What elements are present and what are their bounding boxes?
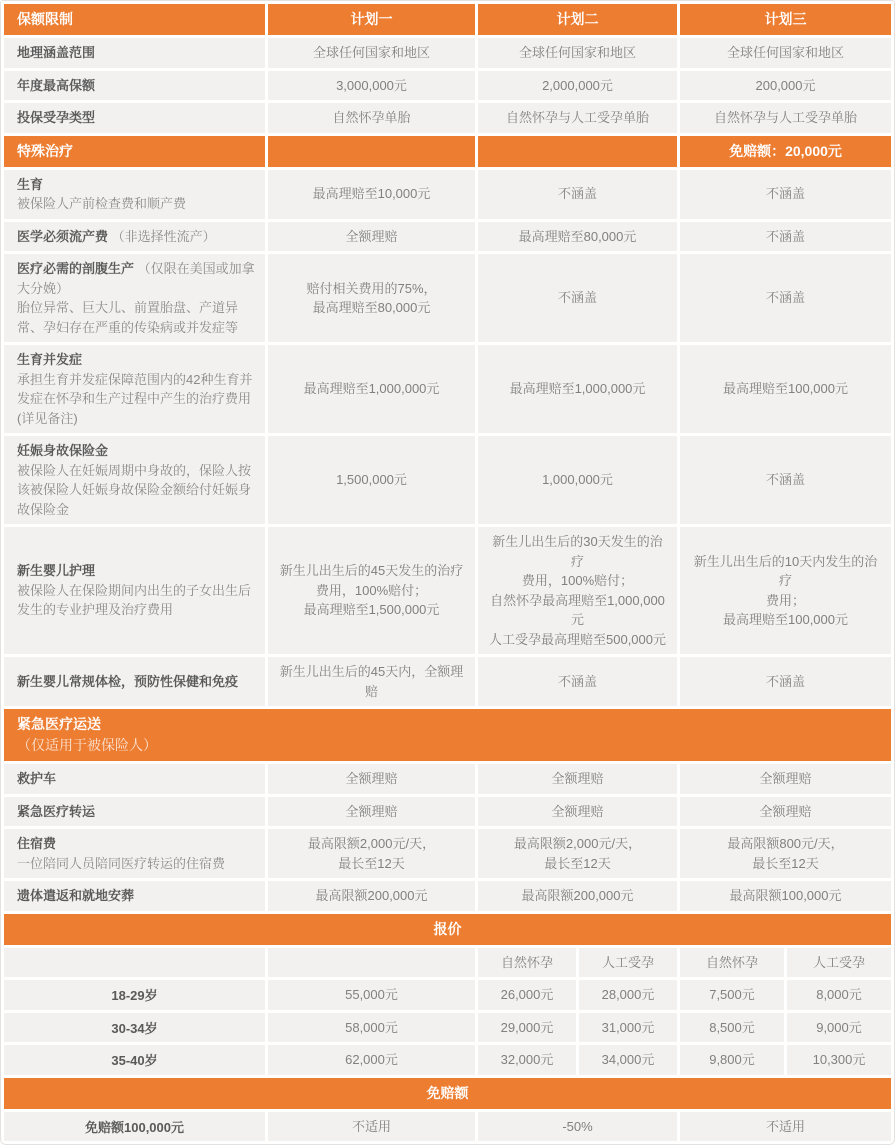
row-label-title-line bbox=[17, 76, 95, 96]
quote-plan1-value: 62,000元 bbox=[268, 1045, 475, 1075]
plan-value-line: 3,000,000元 bbox=[336, 77, 407, 93]
section-title-note: （仅适用于被保险人） bbox=[17, 737, 157, 753]
row-label-title-line bbox=[17, 175, 43, 195]
plan-2-value-cell bbox=[478, 881, 677, 911]
plan-value-line: 全额理赔 bbox=[345, 228, 398, 244]
quote-value: 8,500元 bbox=[680, 1013, 784, 1043]
table-row bbox=[4, 657, 891, 706]
plan-1-value-cell bbox=[268, 222, 475, 252]
plan-value-line: 最长至12天 bbox=[544, 855, 611, 871]
plan-3-value-cell bbox=[680, 764, 891, 794]
section-header-row bbox=[4, 1078, 891, 1109]
section-title-centered: 免赔额 bbox=[4, 1078, 891, 1109]
row-label-description: 被保险人在保险期间内出生的子女出生后发生的专业护理及治疗费用 bbox=[17, 582, 252, 618]
row-label-title: 遗体遣返和就地安葬 bbox=[17, 888, 135, 903]
quote-plan2-values bbox=[478, 1112, 677, 1142]
table-row bbox=[4, 527, 891, 654]
row-label-title-line bbox=[17, 672, 238, 692]
plan-2-value-cell bbox=[478, 657, 677, 706]
quote-value: 31,000元 bbox=[579, 1013, 677, 1043]
row-label-title-line bbox=[17, 108, 95, 128]
plan-value-line: 最高限额200,000元 bbox=[315, 888, 428, 903]
table-row bbox=[4, 71, 891, 101]
plan-3-value-cell bbox=[680, 222, 891, 252]
quote-value: 10,300元 bbox=[787, 1045, 891, 1075]
plan-2-value-cell bbox=[478, 103, 677, 133]
quote-plan1-value: 58,000元 bbox=[268, 1013, 475, 1043]
plan-value-line: 最长至12天 bbox=[338, 855, 405, 871]
row-label-title: 紧急医疗转运 bbox=[17, 803, 96, 819]
conception-type-header: 自然怀孕 bbox=[680, 948, 784, 978]
plan-1-value-cell bbox=[268, 103, 475, 133]
quote-row-label: 18-29岁 bbox=[4, 980, 265, 1010]
quote-plan2-values bbox=[478, 1045, 677, 1075]
plan-3-value-cell bbox=[680, 436, 891, 524]
plan-3-value-cell bbox=[680, 103, 891, 133]
quote-value: 7,500元 bbox=[680, 980, 784, 1010]
row-label bbox=[4, 71, 265, 101]
row-label-title: 生育 bbox=[17, 176, 44, 192]
row-label-title: 新生婴儿护理 bbox=[17, 563, 96, 579]
conception-type-header: 人工受孕 bbox=[787, 948, 891, 978]
quote-plan3-values bbox=[680, 1112, 891, 1142]
row-label bbox=[4, 797, 265, 827]
plan-3-value-cell bbox=[680, 657, 891, 706]
quote-plan2-values bbox=[478, 1013, 677, 1043]
plan-value-line: 最高限额200,000元 bbox=[521, 888, 634, 903]
plan-1-value-cell bbox=[268, 436, 475, 524]
plan-value-line: 全额理赔 bbox=[345, 803, 398, 819]
row-label-title: 生育并发症 bbox=[17, 352, 83, 367]
row-label-description: 被保险人在妊娠周期中身故的，保险人按该被保险人妊娠身故保险金额给付妊娠身故保险金 bbox=[17, 462, 252, 517]
plan-2-value-cell bbox=[478, 170, 677, 219]
plan-3-value-cell bbox=[680, 797, 891, 827]
plan-value-line: 不涵盖 bbox=[765, 472, 805, 488]
quote-row bbox=[4, 1045, 891, 1075]
plan-value-line: 最高限额2,000元/天， bbox=[307, 836, 436, 851]
row-label-description: 被保险人产前检查费和顺产费 bbox=[17, 196, 187, 211]
plan-3-value-cell bbox=[680, 71, 891, 101]
plan-value-line: 自然怀孕最高理赔至1,000,000元 bbox=[490, 592, 665, 627]
plan-value-line: 不涵盖 bbox=[765, 290, 805, 306]
row-label bbox=[4, 345, 265, 433]
plan-1-value-cell bbox=[268, 254, 475, 342]
row-label-title: 救护车 bbox=[17, 771, 57, 786]
quote-value: 26,000元 bbox=[478, 980, 576, 1010]
plan-1-value-cell bbox=[268, 71, 475, 101]
quote-row-label: 35-40岁 bbox=[4, 1045, 265, 1075]
quote-plan3-values bbox=[680, 1013, 891, 1043]
row-label bbox=[4, 222, 265, 252]
plan-value-line: 1,500,000元 bbox=[336, 472, 407, 488]
row-label-title-line bbox=[17, 227, 216, 247]
plan-value-line: 最高理赔至10,000元 bbox=[312, 186, 431, 202]
row-label-title-line bbox=[17, 350, 82, 370]
table-row bbox=[4, 881, 891, 911]
plan-value-line: 最高理赔至100,000元 bbox=[723, 381, 848, 397]
plan-value-line: 自然怀孕单胎 bbox=[332, 110, 411, 125]
plan-value-line: 不涵盖 bbox=[765, 228, 805, 244]
row-label-description: 承担生育并发症保障范围内的42种生育并发症在怀孕和生产过程中产生的治疗费用(详见备注) bbox=[17, 371, 253, 426]
quote-row bbox=[4, 1112, 891, 1142]
plan-value-line: 全额理赔 bbox=[551, 771, 604, 786]
plan-3-value-cell bbox=[680, 254, 891, 342]
plan-2-value-cell bbox=[478, 436, 677, 524]
plan-2-value-cell bbox=[478, 222, 677, 252]
plan-value-line: 新生儿出生后的45天发生的治疗 bbox=[279, 563, 464, 579]
plan-value-line: 最高限额2,000元/天， bbox=[513, 836, 642, 851]
table-row bbox=[4, 170, 891, 219]
row-label bbox=[4, 527, 265, 654]
row-label bbox=[4, 881, 265, 911]
plan-1-value-cell bbox=[268, 829, 475, 878]
plan-value-line: 人工受孕最高理赔至500,000元 bbox=[489, 631, 666, 647]
table-row bbox=[4, 38, 891, 68]
plan-1-value-cell bbox=[268, 170, 475, 219]
plan-1-value-cell bbox=[268, 797, 475, 827]
section-title-text: 紧急医疗运送 bbox=[17, 716, 101, 732]
quote-value: 9,800元 bbox=[680, 1045, 784, 1075]
row-label-title: 妊娠身故保险金 bbox=[17, 443, 109, 458]
plan-1-value-cell bbox=[268, 38, 475, 68]
plan-1-value-cell bbox=[268, 527, 475, 654]
conception-type-header: 人工受孕 bbox=[579, 948, 677, 978]
section-title: 特殊治疗 bbox=[4, 136, 265, 167]
conception-type-header: 自然怀孕 bbox=[478, 948, 576, 978]
plan-value-line: 最高理赔至80,000元 bbox=[312, 300, 431, 315]
table-row bbox=[4, 797, 891, 827]
row-label-title-line bbox=[17, 769, 56, 789]
plan-3-value-cell bbox=[680, 829, 891, 878]
row-label-title-line bbox=[17, 259, 255, 298]
plan-value-line: 2,000,000元 bbox=[542, 77, 613, 93]
plan-2-value-cell bbox=[478, 797, 677, 827]
quote-value: 不适用 bbox=[680, 1112, 891, 1142]
plan-value-line: 自然怀孕与人工受孕单胎 bbox=[713, 110, 857, 125]
quote-plan1-value: 不适用 bbox=[268, 1112, 475, 1142]
column-header-limits: 保额限制 bbox=[4, 4, 265, 35]
plan-value-line: 最长至12天 bbox=[752, 855, 819, 871]
plan-2-value-cell bbox=[478, 71, 677, 101]
plan-value-line: 最高理赔至1,000,000元 bbox=[509, 381, 646, 397]
plan-3-value-cell bbox=[680, 170, 891, 219]
row-label-title-line bbox=[17, 561, 95, 581]
plan-2-value-cell bbox=[478, 345, 677, 433]
plan-3-value-cell bbox=[680, 881, 891, 911]
plan-1-value-cell bbox=[268, 345, 475, 433]
row-label bbox=[4, 38, 265, 68]
row-label-title-line bbox=[17, 834, 56, 854]
plan-1-value-cell bbox=[268, 764, 475, 794]
plan-3-value-cell bbox=[680, 38, 891, 68]
plan-value-line: 不涵盖 bbox=[765, 186, 805, 202]
table-row bbox=[4, 829, 891, 878]
plan-value-line: 费用，100%赔付； bbox=[521, 573, 634, 588]
table-row bbox=[4, 254, 891, 342]
row-label bbox=[4, 764, 265, 794]
row-label bbox=[4, 103, 265, 133]
plan-value-line: 全球任何国家和地区 bbox=[312, 45, 430, 60]
row-label-title: 医疗必需的剖腹生产 bbox=[17, 261, 135, 276]
row-label-title-line bbox=[17, 43, 95, 63]
plan-value-line: 费用； bbox=[765, 592, 805, 608]
quote-value: 29,000元 bbox=[478, 1013, 576, 1043]
quote-plan3-values bbox=[680, 1045, 891, 1075]
section-plan-cell: 免赔额：20,000元 bbox=[680, 136, 891, 167]
plan-value-line: 全球任何国家和地区 bbox=[726, 45, 844, 60]
quote-plan1-value: 55,000元 bbox=[268, 980, 475, 1010]
quote-value: 34,000元 bbox=[579, 1045, 677, 1075]
section-header-row bbox=[4, 136, 891, 167]
row-label-title-line bbox=[17, 441, 108, 461]
row-label bbox=[4, 254, 265, 342]
table-row bbox=[4, 764, 891, 794]
plan-value-line: 最高理赔至80,000元 bbox=[518, 228, 637, 244]
section-header-row bbox=[4, 914, 891, 945]
row-label-title: 地理涵盖范围 bbox=[17, 45, 96, 60]
plan-value-line: 全额理赔 bbox=[759, 771, 812, 786]
quote-value: 8,000元 bbox=[787, 980, 891, 1010]
row-label-title: 新生婴儿常规体检，预防性保健和免疫 bbox=[17, 673, 239, 689]
plan-value-line: 最高理赔至1,500,000元 bbox=[303, 602, 440, 618]
quote-row bbox=[4, 1013, 891, 1043]
plan-2-value-cell bbox=[478, 829, 677, 878]
row-label-title-line bbox=[17, 802, 95, 822]
plan-value-line: 全额理赔 bbox=[551, 803, 604, 819]
section-title-centered: 报价 bbox=[4, 914, 891, 945]
row-label-description: 一位陪同人员陪同医疗转运的住宿费 bbox=[17, 855, 226, 871]
quote-row bbox=[4, 980, 891, 1010]
plan-value-line: 自然怀孕与人工受孕单胎 bbox=[505, 110, 649, 125]
plan-header-row bbox=[4, 4, 891, 35]
plan-value-line: 全球任何国家和地区 bbox=[518, 45, 636, 60]
row-label bbox=[4, 170, 265, 219]
row-label-title: 年度最高保额 bbox=[17, 77, 96, 93]
row-label-title: 住宿费 bbox=[17, 836, 57, 851]
table-row bbox=[4, 436, 891, 524]
plan-value-line: 不涵盖 bbox=[765, 673, 805, 689]
plan-value-line: 新生儿出生后的10天内发生的治疗 bbox=[693, 553, 878, 588]
quote-row-label: 免赔额100,000元 bbox=[4, 1112, 265, 1142]
plan-value-line: 不涵盖 bbox=[557, 673, 597, 689]
row-label-title: 医学必须流产费 bbox=[17, 228, 109, 244]
row-label bbox=[4, 829, 265, 878]
plan-value-line: 最高理赔至1,000,000元 bbox=[303, 381, 440, 397]
plan-value-line: 1,000,000元 bbox=[542, 472, 613, 488]
row-label-note: （仅限在美国或加拿大分娩） bbox=[17, 261, 255, 296]
plan-2-value-cell bbox=[478, 254, 677, 342]
plan-value-line: 费用，100%赔付； bbox=[315, 582, 428, 598]
table-row bbox=[4, 103, 891, 133]
row-label bbox=[4, 436, 265, 524]
plan-value-line: 200,000元 bbox=[755, 77, 816, 93]
quote-value: 28,000元 bbox=[579, 980, 677, 1010]
column-header-plan-1: 计划一 bbox=[268, 4, 475, 35]
plan-value-line: 新生儿出生后的30天发生的治疗 bbox=[492, 534, 663, 569]
plan-value-line: 全额理赔 bbox=[759, 803, 812, 819]
plan-2-value-cell bbox=[478, 764, 677, 794]
plan-2-value-cell bbox=[478, 38, 677, 68]
section-plan-cell bbox=[268, 136, 475, 167]
column-header-plan-2: 计划二 bbox=[478, 4, 677, 35]
column-header-plan-3: 计划三 bbox=[680, 4, 891, 35]
plan-1-value-cell bbox=[268, 881, 475, 911]
quote-plan3-values bbox=[680, 980, 891, 1010]
plan-3-value-cell bbox=[680, 345, 891, 433]
quote-row-label: 30-34岁 bbox=[4, 1013, 265, 1043]
row-label-title: 投保受孕类型 bbox=[17, 110, 96, 125]
plan-2-value-cell bbox=[478, 527, 677, 654]
table-row bbox=[4, 345, 891, 433]
plan-value-line: 最高限额100,000元 bbox=[729, 888, 842, 903]
row-label-description: 胎位异常、巨大儿、前置胎盘、产道异常、孕妇存在严重的传染病或并发症等 bbox=[17, 300, 239, 335]
quote-plan2-values bbox=[478, 980, 677, 1010]
row-label bbox=[4, 657, 265, 706]
plan-value-line: 最高限额800元/天， bbox=[727, 836, 844, 851]
section-plan-cell bbox=[478, 136, 677, 167]
plan-1-value-cell bbox=[268, 657, 475, 706]
quote-value: 32,000元 bbox=[478, 1045, 576, 1075]
table-row bbox=[4, 222, 891, 252]
row-label-note: （非选择性流产） bbox=[111, 228, 216, 244]
section-header-row bbox=[4, 709, 891, 761]
plan-3-value-cell bbox=[680, 527, 891, 654]
plan-value-line: 赔付相关费用的75%， bbox=[306, 280, 437, 296]
plan-value-line: 最高理赔至100,000元 bbox=[723, 612, 848, 627]
quote-value: -50% bbox=[478, 1112, 677, 1142]
plan-value-line: 不涵盖 bbox=[557, 290, 597, 306]
row-label-title-line bbox=[17, 886, 134, 906]
section-title bbox=[4, 709, 891, 761]
plan-value-line: 新生儿出生后的45天内，全额理赔 bbox=[279, 664, 464, 699]
plan-value-line: 全额理赔 bbox=[345, 771, 398, 786]
plan-value-line: 不涵盖 bbox=[557, 186, 597, 202]
quote-value: 9,000元 bbox=[787, 1013, 891, 1043]
